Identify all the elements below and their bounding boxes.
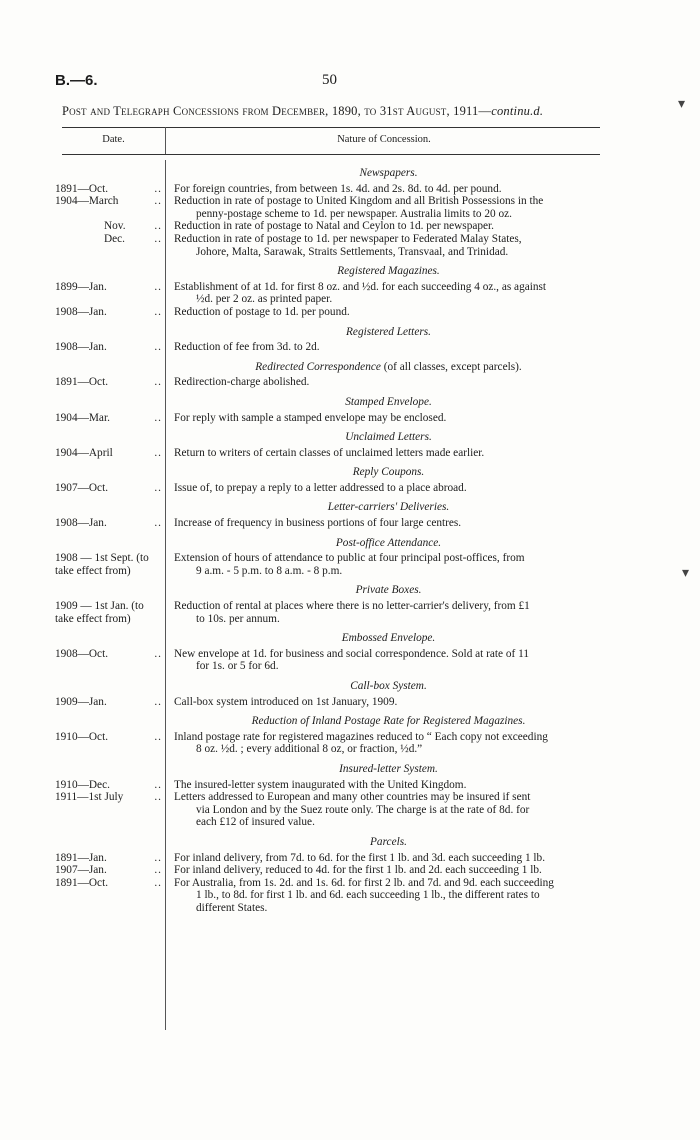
entry-date-text: 1904—March (55, 195, 119, 208)
table-row (55, 233, 605, 258)
table-row (55, 852, 605, 865)
entry-date-text: 1908 — 1st Sept. (to take effect from) (55, 552, 149, 577)
leader-dots: .. (154, 730, 162, 743)
table-row (55, 482, 605, 495)
entry-line: via London and by the Suez route only. The charge is at the rate of 8d. for (196, 803, 530, 816)
column-header-date: Date. (102, 134, 125, 145)
section-heading (172, 167, 605, 180)
entry-date (55, 220, 172, 233)
table-row (55, 696, 605, 709)
entry-text (172, 306, 605, 319)
entry-line: For inland delivery, from 7d. to 6d. for the first 1 lb. and 3d. each succeeding 1 lb. (174, 851, 546, 864)
leader-dots: .. (154, 647, 162, 660)
entry-text (172, 183, 605, 196)
section (55, 501, 605, 529)
entry-date-text: 1910—Dec. (55, 778, 110, 791)
leader-dots: .. (154, 851, 162, 864)
entry-date-text: 1904—Mar. (55, 411, 110, 424)
table-row (55, 412, 605, 425)
section-heading (172, 680, 605, 693)
entry-line: to 10s. per annum. (196, 612, 280, 625)
entry-line: 1 lb., to 8d. for first 1 lb. and 6d. each succeeding 1 lb., the different rates to (196, 889, 540, 902)
leader-dots: .. (154, 876, 162, 889)
entry-line: For Australia, from 1s. 2d. and 1s. 6d. for first 2 lb. and 7d. and 9d. each succeeding (174, 876, 554, 889)
entry-line: for 1s. or 5 for 6d. (196, 660, 279, 673)
entry-line: Reduction of postage to 1d. per pound. (174, 305, 350, 318)
section-heading-text: Letter-carriers' Deliveries. (327, 501, 450, 514)
entry-text (172, 600, 605, 625)
leader-dots: .. (154, 280, 162, 293)
table-row (55, 552, 605, 577)
title-main: Post and Telegraph Concessions from December, 1890, to 31st August, 1911— (62, 104, 492, 118)
section-heading (172, 361, 605, 374)
entry-text (172, 195, 605, 220)
section-heading-text: Registered Magazines. (337, 265, 440, 278)
leader-dots: .. (154, 446, 162, 459)
entry-date (55, 600, 172, 625)
leader-dots: .. (154, 411, 162, 424)
section (55, 466, 605, 494)
entry-date-text: 1907—Oct. (55, 481, 109, 494)
entry-line: For reply with sample a stamped envelope may be enclosed. (174, 411, 447, 424)
entry-line: The insured-letter system inaugurated with the United Kingdom. (174, 778, 467, 791)
entry-text (172, 731, 605, 756)
column-header-nature: Nature of Concession. (337, 134, 431, 145)
section-heading (172, 715, 605, 728)
entry-date (55, 731, 172, 756)
table-row (55, 864, 605, 877)
entry-date-text: 1911—1st July (55, 791, 124, 804)
entry-date-text: 1909 — 1st Jan. (to take effect from) (55, 600, 144, 625)
entry-date-text: 1891—Oct. (55, 376, 109, 389)
header-column-divider (165, 127, 166, 154)
leader-dots: .. (154, 481, 162, 494)
entry-text (172, 233, 605, 258)
section-heading-text: Post-office Attendance. (335, 536, 442, 549)
table-top-rule (62, 127, 600, 128)
section-heading-text: Reply Coupons. (352, 466, 425, 479)
section-heading (172, 501, 605, 514)
section-heading (172, 326, 605, 339)
section (55, 763, 605, 829)
entry-line: ½d. per 2 oz. as printed paper. (196, 293, 333, 306)
entry-date (55, 233, 172, 258)
entry-line: Establishment of at 1d. for first 8 oz. and ½d. for each succeeding 4 oz., as against (174, 280, 547, 293)
leader-dots: .. (154, 376, 162, 389)
entry-date (55, 183, 172, 196)
entry-date-text: 1908—Jan. (55, 517, 107, 530)
leader-dots: .. (154, 195, 162, 208)
entry-date (55, 877, 172, 915)
entry-date-text: 1907—Jan. (55, 864, 107, 877)
entry-line: Johore, Malta, Sarawak, Straits Settlements, Transvaal, and Trinidad. (196, 245, 509, 258)
margin-mark: ▾ (682, 566, 690, 581)
entry-date (55, 341, 172, 354)
entry-line: Letters addressed to European and many other countries may be insured if sent (174, 791, 531, 804)
leader-dots: .. (154, 232, 162, 245)
leader-dots: .. (154, 695, 162, 708)
section-heading (172, 265, 605, 278)
entry-text (172, 220, 605, 233)
section-heading-text: Newspapers. (359, 167, 418, 179)
entry-line: Inland postage rate for registered magazines reduced to “ Each copy not exceeding (174, 730, 548, 743)
entry-line: Reduction of fee from 3d. to 2d. (174, 341, 320, 354)
table-row (55, 648, 605, 673)
entry-date (55, 195, 172, 220)
entry-line: For foreign countries, from between 1s. 4d. and 2s. 8d. to 4d. per pound. (174, 182, 502, 195)
section-heading-text: Stamped Envelope. (345, 395, 432, 408)
section (55, 584, 605, 625)
leader-dots: .. (154, 305, 162, 318)
section-heading (172, 763, 605, 776)
entry-date (55, 447, 172, 460)
entry-text (172, 791, 605, 829)
entry-text (172, 412, 605, 425)
entry-text (172, 447, 605, 460)
table-header-rule (62, 154, 600, 155)
section-heading-text: Reduction of Inland Postage Rate for Registered Magazines. (251, 715, 526, 728)
section-heading (172, 466, 605, 479)
leader-dots: .. (154, 517, 162, 530)
section (55, 326, 605, 354)
entry-date-text: 1904—April (55, 446, 113, 459)
entry-line: Reduction in rate of postage to 1d. per newspaper to Federated Malay States, (174, 232, 522, 245)
section (55, 632, 605, 673)
section-heading (172, 632, 605, 645)
entry-date (55, 696, 172, 709)
table-row (55, 731, 605, 756)
table-row (55, 306, 605, 319)
section (55, 265, 605, 318)
section (55, 361, 605, 389)
entry-line: penny-postage scheme to 1d. per newspaper. Australia limits to 20 oz. (196, 207, 512, 220)
section-heading-text: Call-box System. (350, 680, 427, 692)
section (55, 537, 605, 578)
table-row (55, 877, 605, 915)
section-heading-text: Insured-letter System. (339, 762, 438, 775)
table-row (55, 183, 605, 196)
table-row (55, 779, 605, 792)
entry-date-text: 1910—Oct. (55, 730, 109, 743)
concessions-table (55, 167, 605, 922)
section-heading-text: Registered Letters. (346, 325, 431, 338)
section (55, 680, 605, 708)
section-heading (172, 431, 605, 444)
table-row (55, 195, 605, 220)
leader-dots: .. (154, 182, 162, 195)
table-row (55, 517, 605, 530)
section-heading (172, 537, 605, 550)
leader-dots: .. (154, 220, 162, 233)
entry-line: For inland delivery, reduced to 4d. for the first 1 lb. and 2d. each succeeding 1 lb. (174, 864, 542, 877)
entry-date (55, 864, 172, 877)
table-row (55, 376, 605, 389)
entry-text (172, 341, 605, 354)
table-row (55, 341, 605, 354)
section-heading-text: Redirected Correspondence (255, 360, 381, 373)
entry-date-text: 1908—Jan. (55, 305, 107, 318)
entry-date-text: 1899—Jan. (55, 280, 107, 293)
entry-date-text: Dec. (104, 232, 126, 245)
leader-dots: .. (154, 791, 162, 804)
entry-text (172, 517, 605, 530)
entry-text (172, 696, 605, 709)
entry-line: Reduction of rental at places where there is no letter-carrier's delivery, from £1 (174, 600, 530, 613)
entry-date (55, 281, 172, 306)
entry-date (55, 552, 172, 577)
entry-date (55, 648, 172, 673)
table-row (55, 791, 605, 829)
section (55, 396, 605, 424)
entry-line: Return to writers of certain classes of unclaimed letters made earlier. (174, 446, 485, 459)
table-row (55, 220, 605, 233)
entry-text (172, 779, 605, 792)
title-continued: continu.d. (491, 104, 544, 118)
section-heading (172, 584, 605, 597)
entry-date-text: 1891—Oct. (55, 876, 109, 889)
section-heading-text: Parcels. (370, 835, 407, 848)
section-heading-note: (of all classes, except parcels). (380, 360, 522, 373)
entry-text (172, 376, 605, 389)
entry-date-text: Nov. (104, 220, 126, 233)
entry-date (55, 517, 172, 530)
entry-text (172, 281, 605, 306)
entry-text (172, 877, 605, 915)
table-row (55, 281, 605, 306)
section (55, 715, 605, 756)
entry-date (55, 306, 172, 319)
page-title (62, 104, 622, 119)
section-heading (172, 396, 605, 409)
section-heading-text: Unclaimed Letters. (345, 431, 432, 444)
entry-text (172, 552, 605, 577)
entry-line: Reduction in rate of postage to United Kingdom and all British Possessions in the (174, 195, 544, 208)
entry-text (172, 864, 605, 877)
leader-dots: .. (154, 778, 162, 791)
entry-line: 8 oz. ½d. ; every additional 8 oz, or fraction, ½d.” (196, 743, 423, 756)
entry-text (172, 648, 605, 673)
entry-date (55, 791, 172, 829)
entry-date-text: 1909—Jan. (55, 695, 107, 708)
entry-line: Extension of hours of attendance to public at four principal post-offices, from (174, 552, 525, 565)
entry-line: Redirection-charge abolished. (174, 376, 310, 389)
entry-date (55, 482, 172, 495)
page-number: 50 (322, 72, 337, 88)
section (55, 167, 605, 258)
entry-date-text: 1891—Oct. (55, 182, 109, 195)
margin-mark: ▾ (678, 97, 686, 112)
section-heading-text: Embossed Envelope. (341, 632, 436, 645)
entry-text (172, 482, 605, 495)
entry-date-text: 1891—Jan. (55, 851, 107, 864)
entry-date (55, 412, 172, 425)
section (55, 836, 605, 915)
entry-date (55, 779, 172, 792)
document-reference: B.—6. (55, 72, 98, 89)
entry-line: different States. (196, 901, 268, 914)
section (55, 431, 605, 459)
entry-text (172, 852, 605, 865)
entry-line: Reduction in rate of postage to Natal and Ceylon to 1d. per newspaper. (174, 220, 494, 233)
entry-line: New envelope at 1d. for business and social correspondence. Sold at rate of 11 (174, 647, 530, 660)
entry-date-text: 1908—Oct. (55, 647, 109, 660)
entry-line: Increase of frequency in business portions of four large centres. (174, 517, 462, 530)
leader-dots: .. (154, 864, 162, 877)
entry-line: Call-box system introduced on 1st January, 1909. (174, 695, 398, 708)
entry-date-text: 1908—Jan. (55, 341, 107, 354)
section-heading-text: Private Boxes. (355, 584, 422, 597)
entry-date (55, 852, 172, 865)
entry-date (55, 376, 172, 389)
entry-line: Issue of, to prepay a reply to a letter addressed to a place abroad. (174, 481, 467, 494)
table-row (55, 600, 605, 625)
section-heading (172, 836, 605, 849)
leader-dots: .. (154, 341, 162, 354)
table-row (55, 447, 605, 460)
entry-line: each £12 of insured value. (196, 816, 315, 829)
entry-line: 9 a.m. - 5 p.m. to 8 a.m. - 8 p.m. (196, 564, 343, 577)
